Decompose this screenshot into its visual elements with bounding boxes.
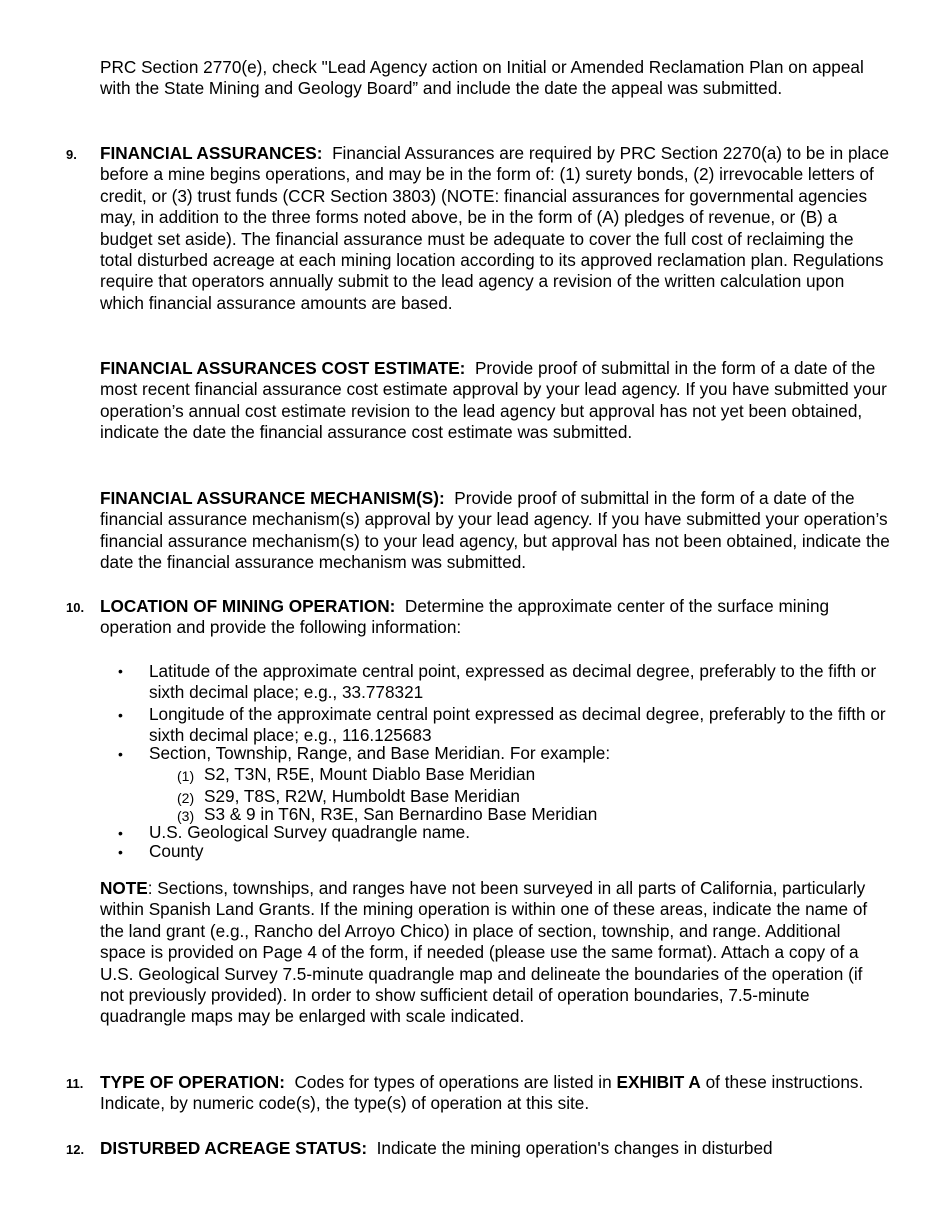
bullet-longitude: Longitude of the approximate central point expressed as decimal degree, preferably to the fifth or sixth decimal place; e.g., 116.125683: [149, 704, 886, 746]
item-9-heading: FINANCIAL ASSURANCES:: [100, 143, 323, 163]
item-11-heading: TYPE OF OPERATION:: [100, 1072, 285, 1092]
item-12-text: Indicate the mining operation's changes in disturbed: [376, 1138, 773, 1158]
bullet-marker: •: [118, 746, 123, 762]
note-label: NOTE: [100, 878, 148, 898]
item-11-paragraph: [100, 1072, 890, 1115]
item-12-paragraph: [100, 1138, 890, 1159]
item-9-text: Financial Assurances are required by PRC Section 2270(a) to be in place before a mine begins operations, and may be in the form of: (1) surety bonds, (2) irrevocable letters of credit, or (3) trust funds (CCR Section 3803) (NOTE: financial assurances for governmental agencies may, in addition to the three forms noted above, be in the form of (A) pledges of revenue, or (B) a budget set aside). The financial assurance must be adequate to cover the full cost of reclaiming the total disturbed acreage at each mining location according to its approved reclamation plan. Regulations require that operators annually submit to the lead agency a revision of the written calculation upon which financial assurance amounts are based.: [100, 143, 890, 313]
example-number: (3): [177, 808, 195, 824]
item-10-number: 10.: [66, 600, 85, 615]
bullet-quadrangle: U.S. Geological Survey quadrangle name.: [149, 822, 471, 842]
item-11-text-after: of these instructions. Indicate, by numeric code(s), the type(s) of operation at this site.: [100, 1072, 864, 1114]
item-11-text-before: Codes for types of operations are listed in: [294, 1072, 612, 1092]
cost-estimate-heading: FINANCIAL ASSURANCES COST ESTIMATE:: [100, 358, 466, 378]
bullet-section-township: Section, Township, Range, and Base Meridian. For example:: [149, 743, 611, 763]
item-9-number: 9.: [66, 147, 77, 162]
bullet-latitude: Latitude of the approximate central point, expressed as decimal degree, preferably to the fifth or sixth decimal place; e.g., 33.778321: [149, 661, 877, 703]
mechanism-paragraph: [100, 488, 890, 574]
example-text: S29, T8S, R2W, Humboldt Base Meridian: [204, 786, 520, 806]
bullet-county: County: [149, 841, 204, 861]
item-10-paragraph: [100, 596, 890, 639]
cost-estimate-paragraph: [100, 358, 890, 444]
bullet-marker: •: [118, 844, 123, 860]
bullet-marker: •: [118, 663, 123, 679]
item-9-paragraph: [100, 143, 890, 314]
example-text: S3 & 9 in T6N, R3E, San Bernardino Base Meridian: [204, 804, 598, 824]
item-12-number: 12.: [66, 1142, 85, 1157]
example-number: (1): [177, 768, 195, 784]
example-text: S2, T3N, R5E, Mount Diablo Base Meridian: [204, 764, 536, 784]
bullet-marker: •: [118, 825, 123, 841]
item-12-heading: DISTURBED ACREAGE STATUS:: [100, 1138, 368, 1158]
mechanism-heading: FINANCIAL ASSURANCE MECHANISM(S):: [100, 488, 445, 508]
cost-estimate-text: Provide proof of submittal in the form of a date of the most recent financial assurance cost estimate approval by your lead agency. If you have submitted your operation’s annual cost estimate revision to the lead agency but approval has not yet been obtained, indicate the date the financial assurance cost estimate was submitted.: [100, 358, 887, 443]
note-paragraph: [100, 878, 890, 1028]
example-number: (2): [177, 790, 195, 806]
item-11-number: 11.: [66, 1076, 84, 1091]
bullet-marker: •: [118, 707, 123, 723]
mechanism-text: Provide proof of submittal in the form of a date of the financial assurance mechanism(s) approval by your lead agency. If you have submitted your operation’s financial assurance mechanism(s) to your lead agency, but approval has not been obtained, indicate the date the financial assurance mechanism was submitted.: [100, 488, 890, 573]
exhibit-reference: EXHIBIT A: [616, 1072, 701, 1092]
item-10-heading: LOCATION OF MINING OPERATION:: [100, 596, 396, 616]
item-10-text: Determine the approximate center of the surface mining operation and provide the following information:: [100, 596, 830, 638]
note-text: : Sections, townships, and ranges have not been surveyed in all parts of California, particularly within Spanish Land Grants. If the mining operation is within one of these areas, indicate the name of the land grant (e.g., Rancho del Arroyo Chico) in place of section, township, and range. Additional space is provided on Page 4 of the form, if needed (please use the same format). Attach a copy of a U.S. Geological Survey 7.5-minute quadrangle map and delineate the boundaries of the operation (if not previously provided). In order to show sufficient detail of operation boundaries, 7.5-minute quadrangle maps may be enlarged with scale indicated.: [100, 878, 868, 1027]
intro-paragraph: PRC Section 2770(e), check "Lead Agency action on Initial or Amended Reclamation Plan on appeal with the State Mining and Geology Board” and include the date the appeal was submitted.: [100, 57, 864, 99]
